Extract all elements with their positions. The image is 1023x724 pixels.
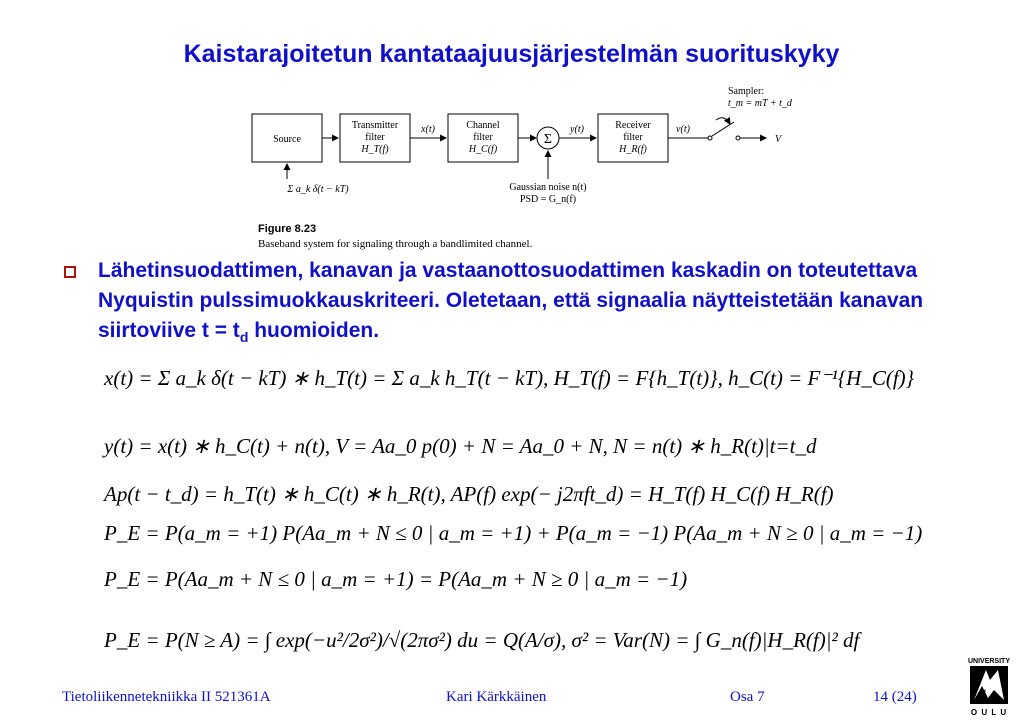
receiver-line2: filter xyxy=(623,132,643,143)
source-label: Source xyxy=(273,134,301,145)
channel-line3: H_C(f) xyxy=(468,144,498,155)
equation-2: y(t) = x(t) ∗ h_C(t) + n(t), V = Aa_0 p(0) + N = Aa_0 + N, N = n(t) ∗ h_R(t)|t=t_d xyxy=(104,434,817,458)
sigma-symbol: Σ xyxy=(543,132,553,147)
equation-1: x(t) = Σ a_k δ(t − kT) ∗ h_T(t) = Σ a_k h_T(t − kT), H_T(f) = F{h_T(t)}, h_C(t) = F⁻¹{H_C(f)} xyxy=(104,366,915,390)
noise-label: Gaussian noise n(t) xyxy=(509,182,587,193)
input-impulse-train: Σ a_k δ(t − kT) xyxy=(287,184,349,195)
transmitter-line2: filter xyxy=(365,132,385,143)
block-diagram xyxy=(238,84,798,254)
equation-6: P_E = P(N ≥ A) = ∫ exp(−u²/2σ²)/√(2πσ²) du = Q(A/σ), σ² = Var(N) = ∫ G_n(f)|H_R(f)|² df xyxy=(104,628,860,652)
sampler-formula: t_m = mT + t_d xyxy=(728,98,792,109)
equation-4: P_E = P(a_m = +1) P(Aa_m + N ≤ 0 | a_m = +1) + P(a_m = −1) P(Aa_m + N ≥ 0 | a_m = −1) xyxy=(104,521,923,545)
footer-page: 14 (24) xyxy=(873,689,917,705)
bullet-text xyxy=(98,256,978,352)
figure-caption: Baseband system for signaling through a bandlimited channel. xyxy=(258,238,533,250)
logo-of-text: of xyxy=(978,688,986,698)
bullet-marker xyxy=(64,266,76,278)
footer-part: Osa 7 xyxy=(730,689,765,705)
figure-label: Figure 8.23 xyxy=(258,223,317,235)
slide-title: Kaistarajoitetun kantataajuusjärjestelmän suorituskyky xyxy=(183,40,840,68)
switch-contact-out xyxy=(736,136,740,140)
signal-yt: y(t) xyxy=(570,124,584,135)
receiver-line1: Receiver xyxy=(615,120,651,131)
receiver-line3: H_R(f) xyxy=(619,144,647,155)
switch-arm xyxy=(712,122,734,136)
footer-author: Kari Kärkkäinen xyxy=(446,689,547,705)
psd-label: PSD = G_n(f) xyxy=(519,194,577,205)
channel-line2: filter xyxy=(473,132,493,143)
logo-university-text: UNIVERSITY xyxy=(967,658,1011,665)
channel-line1: Channel xyxy=(466,120,500,131)
equation-5: P_E = P(Aa_m + N ≤ 0 | a_m = +1) = P(Aa_m + N ≥ 0 | a_m = −1) xyxy=(104,567,688,591)
signal-xt: x(t) xyxy=(421,124,435,135)
switch-contact-in xyxy=(708,136,712,140)
signal-vt: v(t) xyxy=(676,124,690,135)
bullet-tail: huomioiden. xyxy=(248,319,380,342)
equation-3: Ap(t − t_d) = h_T(t) ∗ h_C(t) ∗ h_R(t), AP(f) exp(− j2πft_d) = H_T(f) H_C(f) H_R(f) xyxy=(104,482,834,506)
logo-oulu-text: O U L U xyxy=(970,708,1008,717)
bullet-subscript: d xyxy=(239,329,249,346)
transmitter-line3: H_T(f) xyxy=(361,144,389,155)
transmitter-line1: Transmitter xyxy=(351,120,399,131)
signal-V: V xyxy=(774,134,782,145)
sampler-label: Sampler: xyxy=(728,86,765,97)
switch-arrow xyxy=(716,118,730,124)
bullet-main-text: Lähetinsuodattimen, kanavan ja vastaanottosuodattimen kaskadin on toteutettava Nyquistin pulssimuokkauskriteeri. Oletetaan, että signaalia näytteistetään kanavan siirtoviive t = t xyxy=(98,259,924,342)
university-logo xyxy=(964,656,1014,718)
footer-course: Tietoliikennetekniikka II 521361A xyxy=(62,689,271,705)
